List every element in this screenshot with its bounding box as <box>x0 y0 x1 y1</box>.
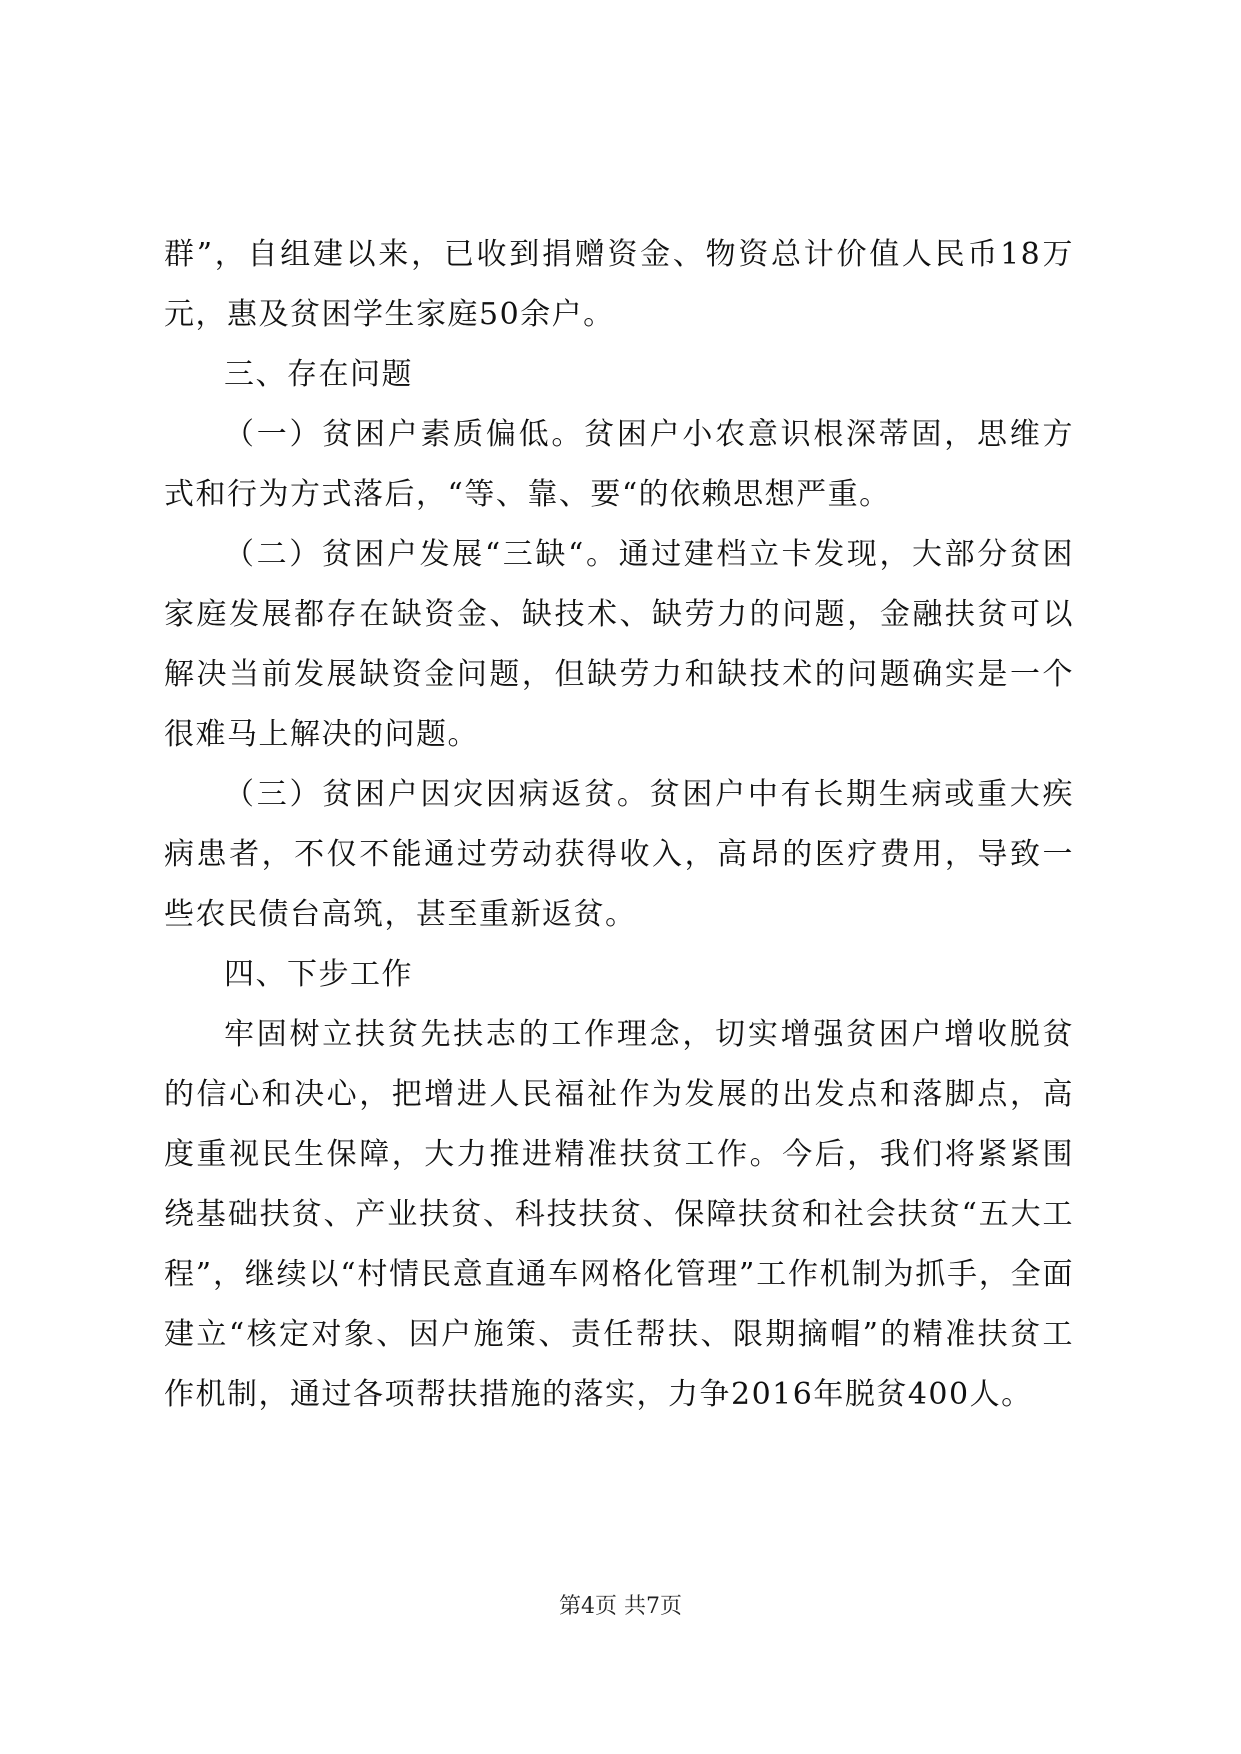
paragraph-next-steps: 牢固树立扶贫先扶志的工作理念，切实增强贫困户增收脱贫的信心和决心，把增进人民福祉作为发展的出发点和落脚点，高度重视民生保障，大力推进精准扶贫工作。今后，我们将紧紧围绕基础扶贫、产业扶贫、科技扶贫、保障扶贫和社会扶贫“五大工程”，继续以“村情民意直通车网格化管理”工作机制为抓手，全面建立“核定对象、因户施策、责任帮扶、限期摘帽”的精准扶贫工作机制，通过各项帮扶措施的落实，力争2016年脱贫400人。 <box>164 1017 1074 1412</box>
section-heading-problems: 三、存在问题 <box>224 357 413 392</box>
paragraph-problem-1: （一）贫困户素质偏低。贫困户小农意识根深蒂固，思维方式和行为方式落后，“等、靠、要“的依赖思想严重。 <box>164 417 1074 512</box>
section-heading-next-steps: 四、下步工作 <box>224 957 413 992</box>
page-footer: 第4页 共7页 <box>559 1594 682 1619</box>
paragraph-continuation: 群”，自组建以来，已收到捐赠资金、物资总计价值人民币18万元，惠及贫困学生家庭50余户。 <box>164 237 1074 332</box>
paragraph-problem-3: （三）贫困户因灾因病返贫。贫困户中有长期生病或重大疾病患者，不仅不能通过劳动获得收入，高昂的医疗费用，导致一些农民债台高筑，甚至重新返贫。 <box>164 777 1074 932</box>
document-body <box>164 225 1074 1425</box>
paragraph-problem-2: （二）贫困户发展“三缺“。通过建档立卡发现，大部分贫困家庭发展都存在缺资金、缺技术、缺劳力的问题，金融扶贫可以解决当前发展缺资金问题，但缺劳力和缺技术的问题确实是一个很难马上解决的问题。 <box>164 537 1074 752</box>
